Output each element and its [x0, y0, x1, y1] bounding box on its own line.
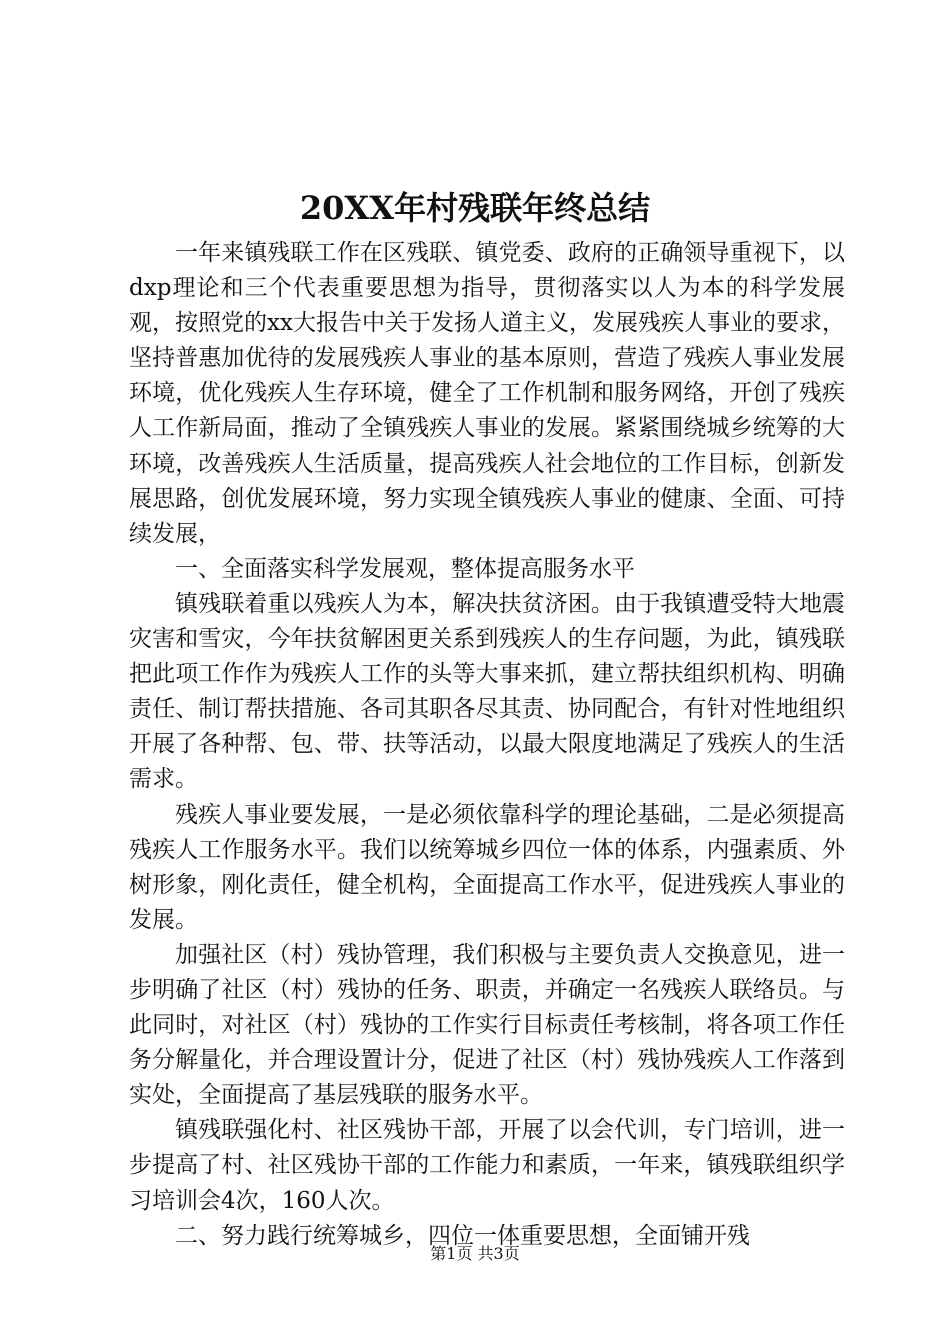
section-heading-2: 二、努力践行统筹城乡，四位一体重要思想，全面铺开残: [175, 1222, 750, 1249]
paragraph-community-management: 加强社区（村）残协管理，我们积极与主要负责人交换意见，进一步明确了社区（村）残协的任务、职责，并确定一名残疾人联络员。与此同时，对社区（村）残协的工作实行目标责任考核制，将各项工作任务分解量化，并合理设置计分，促进了社区（村）残协残疾人工作落到实处，全面提高了基层残联的服务水平。: [129, 941, 845, 1109]
paragraph-service-level: 残疾人事业要发展，一是必须依靠科学的理论基础，二是必须提高残疾人工作服务水平。我们以统筹城乡四位一体的体系，内强素质、外树形象，刚化责任，健全机构，全面提高工作水平，促进残疾人事业的发展。: [129, 801, 845, 933]
section-heading-1: 一、全面落实科学发展观，整体提高服务水平: [175, 555, 635, 582]
paragraph-intro: 一年来镇残联工作在区残联、镇党委、政府的正确领导重视下，以dxp理论和三个代表重要思想为指导，贯彻落实以人为本的科学发展观，按照党的xx大报告中关于发扬人道主义，发展残疾人事业的要求，坚持普惠加优待的发展残疾人事业的基本原则，营造了残疾人事业发展环境，优化残疾人生存环境，健全了工作机制和服务网络，开创了残疾人工作新局面，推动了全镇残疾人事业的发展。紧紧围绕城乡统筹的大环境，改善残疾人生活质量，提高残疾人社会地位的工作目标，创新发展思路，创优发展环境，努力实现全镇残疾人事业的健康、全面、可持续发展，: [129, 240, 845, 547]
paragraph-poverty-relief: 镇残联着重以残疾人为本，解决扶贫济困。由于我镇遭受特大地震灾害和雪灾，今年扶贫解困更关系到残疾人的生存问题，为此，镇残联把此项工作作为残疾人工作的头等大事来抓，建立帮扶组织机构、明确责任、制订帮扶措施、各司其职各尽其责、协同配合，有针对性地组织开展了各种帮、包、带、扶等活动，以最大限度地满足了残疾人的生活需求。: [129, 590, 845, 793]
paragraph-training: 镇残联强化村、社区残协干部，开展了以会代训，专门培训，进一步提高了村、社区残协干部的工作能力和素质，一年来，镇残联组织学习培训会4次，160人次。: [129, 1117, 845, 1214]
document-body: [129, 236, 845, 1254]
document-title: 20XX年村残联年终总结: [299, 189, 651, 227]
page-footer: 第1页 共3页: [430, 1244, 520, 1263]
